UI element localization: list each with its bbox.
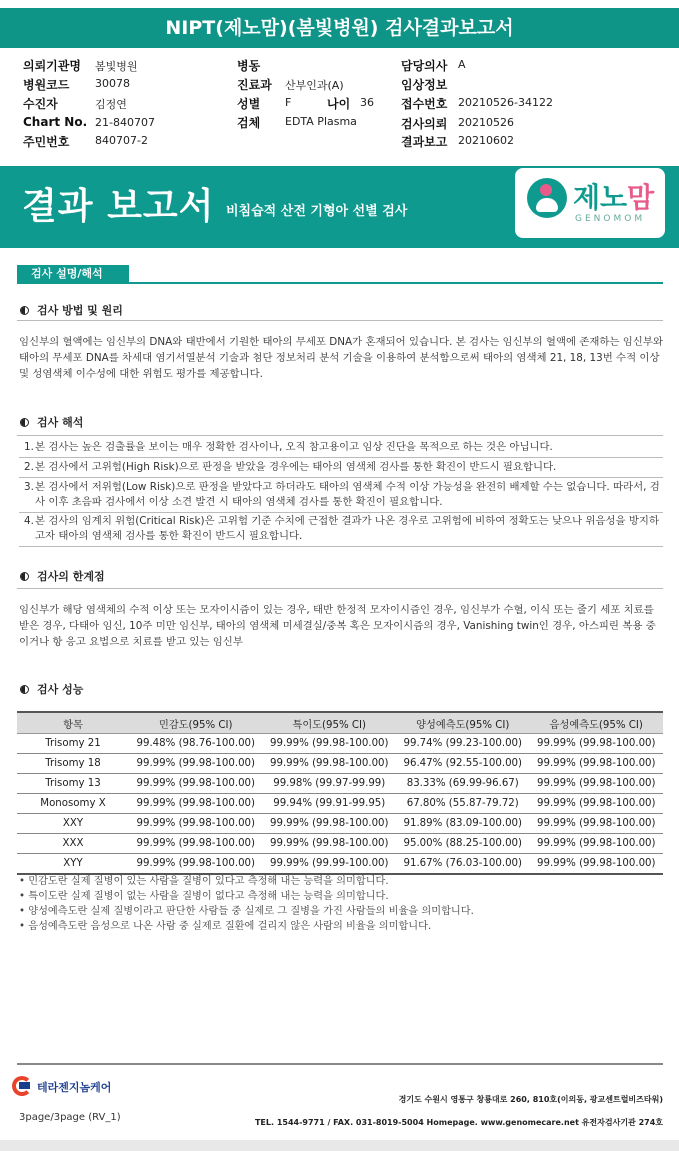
col-header: 민감도(95% CI)	[129, 712, 263, 734]
code-label: 병원코드	[23, 78, 70, 92]
reception-label: 접수번호	[401, 97, 448, 111]
table-row	[17, 734, 663, 754]
logo-subtext: GENOMOM	[575, 214, 646, 224]
table-cell: 99.98% (99.97-99.99)	[263, 774, 397, 794]
hospital-value: 봄빛병원	[95, 60, 138, 73]
ssn-value: 840707-2	[95, 134, 148, 147]
col-header: 항목	[17, 712, 129, 734]
report-label: 결과보고	[401, 135, 448, 149]
logo-text: 제노맘	[573, 181, 655, 214]
patient-label: 수진자	[23, 97, 58, 111]
table-cell: 99.99% (99.98-100.00)	[129, 834, 263, 854]
table-cell: 99.99% (99.98-100.00)	[530, 854, 664, 875]
table-cell: 95.00% (88.25-100.00)	[396, 834, 530, 854]
table-cell: Monosomy X	[17, 794, 129, 814]
table-cell: 91.89% (83.09-100.00)	[396, 814, 530, 834]
performance-notes	[19, 874, 474, 934]
ssn-label: 주민번호	[23, 135, 70, 149]
report-title: NIPT(제노맘)(봄빛병원) 검사결과보고서	[0, 8, 679, 48]
dept-value: 산부인과(A)	[285, 79, 344, 92]
section-tab: 검사 설명/해석	[17, 265, 129, 282]
note: • 음성예측도란 음성으로 나온 사람 중 실제로 질환에 걸리지 않은 사람의 비율을 의미합니다.	[19, 921, 432, 932]
limitations-text: 임신부가 해당 염색체의 수적 이상 또는 모자이시즘이 있는 경우, 태반 한정적 모자이시즘인 경우, 임신부가 수혈, 이식 또는 줄기 세포 치료를 받은 경우, 다태아 임신, 10주 미만 임신부, 태아의 염색체 미세결실/중복 혹은 모자이시즘의 경우, Vanishing twin인 경우, 아스피린 복용 중이거나 항 응고 요법으로 치료를 받고 있는 임신부	[19, 604, 656, 648]
patient-value: 김정연	[95, 98, 127, 111]
half-circle-icon	[20, 418, 29, 427]
table-cell: Trisomy 21	[17, 734, 129, 754]
section-divider	[17, 282, 663, 284]
table-cell: 99.99% (99.98-100.00)	[129, 774, 263, 794]
table-cell: 99.99% (99.98-100.00)	[530, 814, 664, 834]
table-cell: 99.48% (98.76-100.00)	[129, 734, 263, 754]
half-circle-icon	[20, 572, 29, 581]
age-label: 나이	[327, 97, 351, 111]
method-text: 임신부의 혈액에는 임신부의 DNA와 태반에서 기원한 태아의 무세포 DNA가 혼재되어 있습니다. 본 검사는 임신부의 혈액에 존재하는 임신부와 태아의 무세포 DNA를 차세대 염기서열분석 기술과 첨단 정보처리 분석 기술을 이용하여 분석함으로써 태아의 염색체 21, 18, 13번 수적 이상 및 성염색체 이수성에 대한 위험도 평가를 제공합니다.	[19, 336, 663, 380]
half-circle-icon	[20, 685, 29, 694]
note: • 민감도란 실제 질병이 있는 사람을 질병이 있다고 측정해 내는 능력을 의미합니다.	[19, 876, 389, 887]
doctor-label: 담당의사	[401, 59, 448, 73]
reception-value: 20210526-34122	[458, 96, 553, 109]
report-value: 20210602	[458, 134, 514, 147]
age-value: 36	[360, 96, 374, 109]
sex-label: 성별	[237, 97, 261, 111]
table-cell: 83.33% (69.99-96.67)	[396, 774, 530, 794]
specimen-label: 검체	[237, 116, 261, 130]
sex-value: F	[285, 96, 292, 109]
chart-value: 21-840707	[95, 116, 155, 129]
page-number: 3page/3page (RV_1)	[19, 1112, 121, 1123]
table-cell: 67.80% (55.87-79.72)	[396, 794, 530, 814]
col-header: 음성예측도(95% CI)	[530, 712, 664, 734]
table-cell: 96.47% (92.55-100.00)	[396, 754, 530, 774]
col-header: 특이도(95% CI)	[263, 712, 397, 734]
performance-table	[17, 711, 663, 875]
table-cell: 99.99% (99.98-100.00)	[530, 754, 664, 774]
note: • 특이도란 실제 질병이 없는 사람을 질병이 없다고 측정해 내는 능력을 의미합니다.	[19, 891, 389, 902]
table-cell: 99.99% (99.98-100.00)	[530, 834, 664, 854]
ward-label: 병동	[237, 59, 261, 73]
table-cell: 99.99% (99.98-100.00)	[263, 834, 397, 854]
table-cell: Trisomy 13	[17, 774, 129, 794]
request-label: 검사의뢰	[401, 117, 448, 131]
list-item: 3. 본 검사에서 저위험(Low Risk)으로 판정을 받았다고 하더라도 태아의 염색체 수적 이상 가능성을 완전히 배제할 수는 없습니다. 따라서, 검사 이후 초음파 검사에서 이상 소견 발견 시 태아의 염색체 검사를 통한 확진이 필요합니다.	[24, 481, 660, 508]
page-bottom-gap	[0, 1140, 679, 1151]
list-item: 4. 본 검사의 임계치 위험(Critical Risk)은 고위험 기준 수치에 근접한 결과가 나온 경우로 고위험에 비하여 정확도는 낮으나 위음성을 방지하고자 태아의 염색체 검사를 통한 확진이 반드시 필요합니다.	[24, 515, 659, 542]
hospital-label: 의뢰기관명	[23, 59, 81, 73]
specimen-value: EDTA Plasma	[285, 115, 357, 128]
table-row	[17, 834, 663, 854]
table-cell: 99.74% (99.23-100.00)	[396, 734, 530, 754]
table-cell: 99.99% (99.98-100.00)	[263, 814, 397, 834]
company-logo	[12, 1076, 142, 1098]
table-row	[17, 854, 663, 875]
list-item: 2. 본 검사에서 고위험(High Risk)으로 판정을 받았을 경우에는 태아의 염색체 검사를 통한 확진이 반드시 필요합니다.	[24, 461, 557, 473]
table-cell: 99.99% (99.98-100.00)	[129, 814, 263, 834]
table-cell: XXY	[17, 814, 129, 834]
code-value: 30078	[95, 77, 130, 90]
chart-label: Chart No.	[23, 115, 88, 129]
divider	[17, 320, 663, 321]
contact-line: TEL. 1544-9771 / FAX. 031-8019-5004 Homepage. www.genomecare.net 유전자검사기관 274호	[254, 1118, 663, 1127]
table-cell: 99.99% (99.98-100.00)	[263, 754, 397, 774]
table-cell: 99.99% (99.98-100.00)	[530, 774, 664, 794]
table-row	[17, 814, 663, 834]
table-cell: 91.67% (76.03-100.00)	[396, 854, 530, 875]
interpretation-heading: 검사 해석	[20, 414, 83, 430]
divider	[17, 588, 663, 589]
col-header: 양성예측도(95% CI)	[396, 712, 530, 734]
list-item: 1. 본 검사는 높은 검출률을 보이는 매우 정확한 검사이나, 오직 참고용이고 임상 진단을 목적으로 하는 것은 아닙니다.	[24, 441, 553, 453]
note: • 양성예측도란 실제 질병이라고 판단한 사람들 중 실제로 그 질병을 가진 사람들의 비율을 의미합니다.	[19, 906, 474, 917]
banner-title: 결과 보고서	[22, 186, 215, 227]
table-cell: XYY	[17, 854, 129, 875]
genomom-logo	[515, 168, 665, 238]
method-heading: 검사 방법 및 원리	[20, 302, 123, 318]
request-value: 20210526	[458, 116, 514, 129]
company-address	[255, 1088, 663, 1134]
company-name: 테라젠지놈케어	[37, 1081, 112, 1094]
mother-baby-icon	[527, 178, 567, 218]
table-cell: 99.99% (99.98-100.00)	[129, 754, 263, 774]
footer-divider	[17, 1063, 663, 1065]
dept-label: 진료과	[237, 78, 272, 92]
doctor-value: A	[458, 58, 466, 71]
table-cell: 99.99% (99.98-100.00)	[530, 734, 664, 754]
table-header-row	[17, 712, 663, 734]
table-cell: 99.99% (99.99-100.00)	[263, 854, 397, 875]
table-cell: 99.99% (99.98-100.00)	[129, 854, 263, 875]
table-cell: Trisomy 18	[17, 754, 129, 774]
table-cell: 99.99% (99.98-100.00)	[530, 794, 664, 814]
table-cell: 99.99% (99.98-100.00)	[129, 794, 263, 814]
half-circle-icon	[20, 306, 29, 315]
table-cell: 99.99% (99.98-100.00)	[263, 734, 397, 754]
clinical-label: 임상정보	[401, 78, 448, 92]
table-row	[17, 754, 663, 774]
performance-heading: 검사 성능	[20, 681, 83, 697]
address-line: 경기도 수원시 영통구 창룡대로 260, 810호(이의동, 광교센트럴비즈타워)	[398, 1095, 663, 1104]
table-cell: 99.94% (99.91-99.95)	[263, 794, 397, 814]
table-row	[17, 774, 663, 794]
divider	[17, 435, 663, 436]
banner-subtitle: 비침습적 산전 기형아 선별 검사	[226, 204, 408, 219]
table-row	[17, 794, 663, 814]
limitations-heading: 검사의 한계점	[20, 568, 105, 584]
table-cell: XXX	[17, 834, 129, 854]
